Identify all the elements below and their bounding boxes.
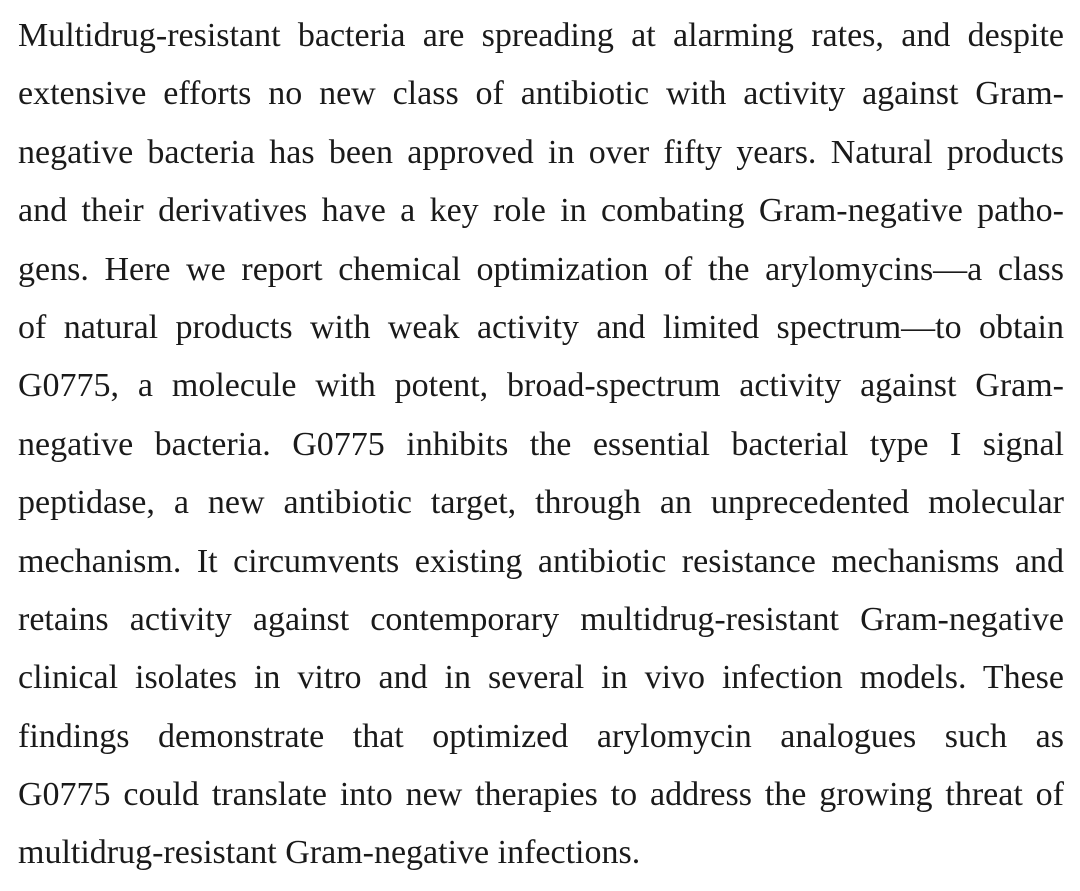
- abstract-paragraph: [18, 7, 1064, 883]
- abstract-line: Multidrug-resistant bacteria are spreading at alarming rates, and despite: [18, 17, 1064, 54]
- abstract-line: G0775, a molecule with potent, broad-spectrum activity against Gram-: [18, 367, 1064, 405]
- abstract-line: extensive efforts no new class of antibiotic with activity against Gram-: [18, 75, 1064, 113]
- abstract-line: of natural products with weak activity and limited spectrum—to obtain: [18, 308, 1064, 346]
- abstract-line: negative bacteria. G0775 inhibits the essential bacterial type I signal: [18, 425, 1064, 463]
- abstract-line: peptidase, a new antibiotic target, through an unprecedented molecular: [18, 484, 1064, 522]
- abstract-line: negative bacteria has been approved in over fifty years. Natural products: [18, 133, 1064, 171]
- abstract-line: retains activity against contemporary multidrug-resistant Gram-negative: [18, 600, 1064, 638]
- abstract-line: gens. Here we report chemical optimization of the arylomycins—a class: [18, 250, 1064, 288]
- abstract-line: multidrug-resistant Gram-negative infections.: [18, 834, 641, 872]
- abstract-line: clinical isolates in vitro and in several in vivo infection models. These: [18, 659, 1064, 697]
- abstract-line: G0775 could translate into new therapies to address the growing threat of: [18, 776, 1064, 814]
- abstract-line: and their derivatives have a key role in combating Gram-negative patho-: [18, 192, 1064, 230]
- abstract-line: findings demonstrate that optimized arylomycin analogues such as: [18, 717, 1064, 755]
- abstract-line: mechanism. It circumvents existing antibiotic resistance mechanisms and: [18, 542, 1064, 580]
